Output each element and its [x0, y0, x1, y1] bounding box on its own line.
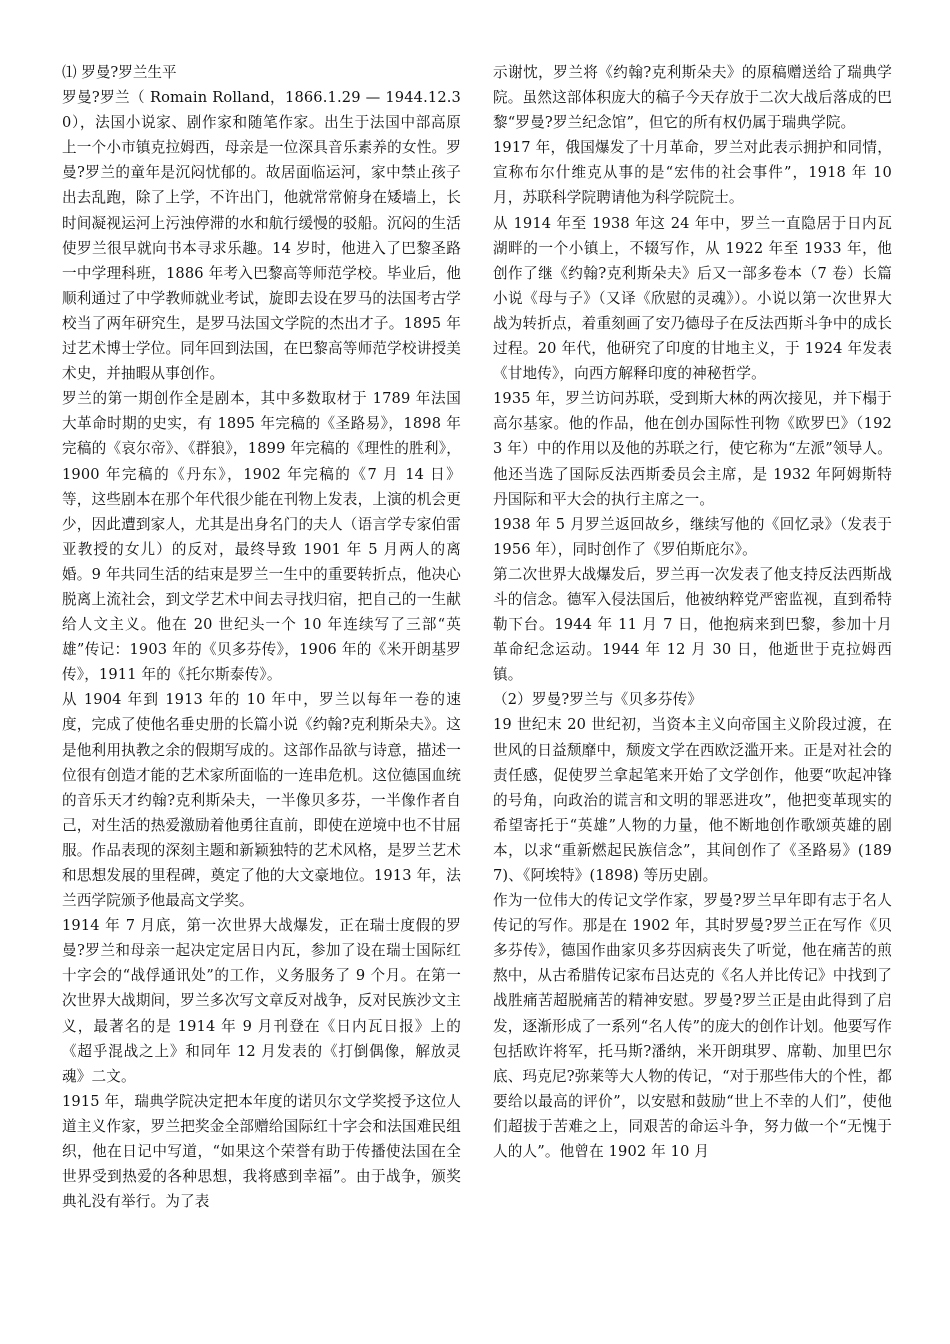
left-column	[62, 60, 461, 1310]
paragraph: 罗曼?罗兰（ Romain Rolland，1866.1.29 — 1944.12.30），法国小说家、剧作家和随笔作家。出生于法国中部高原上一个小市镇克拉姆西，母亲是一位深具音乐素养的女性。罗曼?罗兰的童年是沉闷忧郁的。故居面临运河，家中禁止孩子出去乱跑，除了上学，不许出门，他就常常俯身在矮墙上，长时间凝视运河上污浊停滞的水和航行缓慢的驳船。沉闷的生活使罗兰很早就向书本寻求乐趣。14 岁时，他进入了巴黎圣路一中学理科班，1886 年考入巴黎高等师范学校。毕业后，他顺利通过了中学教师就业考试，旋即去设在罗马的法国考古学校当了两年研究生，是罗马法国文学院的杰出才子。1895 年过艺术博士学位。同年回到法国，在巴黎高等师范学校讲授美术史，并抽暇从事创作。	[62, 89, 461, 383]
paragraph: 罗兰的第一期创作全是剧本，其中多数取材于 1789 年法国大革命时期的史实，有 1895 年完稿的《圣路易》，1898 年完稿的《哀尔帝》、《群狼》，1899 年完稿的《理性的胜利》，1900 年完稿的《丹东》，1902 年完稿的《7 月 14 日》等，这些剧本在那个年代很少能在刊物上发表，上演的机会更少，因此遭到家人，尤其是出身名门的夫人（语言学专家伯雷亚教授的女儿）的反对，最终导致 1901 年 5 月两人的离婚。9 年共同生活的结束是罗兰一生中的重要转折点，他决心脱离上流社会，到文学艺术中间去寻找归宿，把自己的一生献给人文主义。他在 20 世纪头一个 10 年连续写了三部“英雄”传记：1903 年的《贝多芬传》，1906 年的《米开朗基罗传》，1911 年的《托尔斯泰传》。	[62, 390, 461, 684]
paragraph: 示谢忱，罗兰将《约翰?克利斯朵夫》的原稿赠送给了瑞典学院。虽然这部体积庞大的稿子今天存放于二次大战后落成的巴黎“罗曼?罗兰纪念馆”，但它的所有权仍属于瑞典学院。	[493, 64, 892, 132]
paragraph: 19 世纪末 20 世纪初，当资本主义向帝国主义阶段过渡，在世风的日益颓靡中，颓废文学在西欧泛滥开来。正是对社会的责任感，促使罗兰拿起笔来开始了文学创作，他要“吹起冲锋的号角，向政治的谎言和文明的罪恶进攻”，他把变革现实的希望寄托于“英雄”人物的力量，他不断地创作歌颂英雄的剧本，以求“重新燃起民族信念”，其间创作了《圣路易》(1897)、《阿埃特》(1898) 等历史剧。	[493, 716, 892, 884]
section-heading-beethoven: （2）罗曼?罗兰与《贝多芬传》	[493, 691, 703, 709]
paragraph: 作为一位伟大的传记文学作家，罗曼?罗兰早年即有志于名人传记的写作。那是在 1902 年，其时罗曼?罗兰正在写作《贝多芬传》，德国作曲家贝多芬因病丧失了听觉，他在痛苦的煎熬中，从古希腊传记家布吕达克的《名人并比传记》中找到了战胜痛苦超脱痛苦的精神安慰。罗曼?罗兰正是由此得到了启发，逐渐形成了一系列“名人传”的庞大的创作计划。他要写作包括欧许将军，托马斯?潘纳，米开朗琪罗、席勒、加里巴尔底、玛克尼?弥莱等大人物的传记，“对于那些伟大的个性，都要给以最高的评价”，以安慰和鼓励“世上不幸的人们”，使他们超拔于苦难之上，同艰苦的命运斗争，努力做一个“无愧于人的人”。他曾在 1902 年 10 月	[493, 892, 892, 1161]
paragraph: 1935 年，罗兰访问苏联，受到斯大林的两次接见，并下榻于高尔基家。他的作品，他在创办国际性刊物《欧罗巴》（1923 年）中的作用以及他的苏联之行，使它称为“左派”领导人。他还当选了国际反法西斯委员会主席，是 1932 年阿姆斯特丹国际和平大会的执行主席之一。	[493, 390, 892, 508]
paragraph: 1914 年 7 月底，第一次世界大战爆发，正在瑞士度假的罗曼?罗兰和母亲一起决定定居日内瓦，参加了设在瑞士国际红十字会的“战俘通讯处”的工作，义务服务了 9 个月。在第一次世界大战期间，罗兰多次写文章反对战争，反对民族沙文主义，最著名的是 1914 年 9 月刊登在《日内瓦日报》上的《超乎混战之上》和同年 12 月发表的《打倒偶像，解放灵魂》二文。	[62, 917, 461, 1085]
paragraph: 从 1914 年至 1938 年这 24 年中，罗兰一直隐居于日内瓦湖畔的一个小镇上，不辍写作，从 1922 年至 1933 年，他创作了继《约翰?克利斯朵夫》后又一部多卷本（7 卷）长篇小说《母与子》（又译《欣慰的灵魂》）。小说以第一次世界大战为转折点，着重刻画了安乃德母子在反法西斯斗争中的成长过程。20 年代，他研究了印度的甘地主义，于 1924 年发表《甘地传》，向西方解释印度的神秘哲学。	[493, 214, 892, 383]
paragraph: 1938 年 5 月罗兰返回故乡，继续写他的《回忆录》（发表于 1956 年），同时创作了《罗伯斯庇尔》。	[493, 515, 892, 558]
paragraph: 1917 年，俄国爆发了十月革命，罗兰对此表示拥护和同情，宣称布尔什维克从事的是“宏伟的社会事件”，1918 年 10 月，苏联科学院聘请他为科学院院士。	[493, 139, 892, 207]
paragraph: 从 1904 年到 1913 年的 10 年中，罗兰以每年一卷的速度，完成了使他名垂史册的长篇小说《约翰?克利斯朵夫》。这是他利用执教之余的假期写成的。这部作品欲与诗意，描述一位很有创造才能的艺术家所面临的一连串危机。这位德国血统的音乐天才约翰?克利斯朵夫，一半像贝多芬，一半像作者自己，对生活的热爱激励着他勇往直前，即使在逆境中也不甘屈服。作品表现的深刻主题和新颖独特的艺术风格，是罗兰艺术和思想发展的里程碑，奠定了他的大文豪地位。1913 年，法兰西学院颁予他最高文学奖。	[62, 691, 461, 910]
paragraph: 1915 年，瑞典学院决定把本年度的诺贝尔文学奖授予这位人道主义作家，罗兰把奖金全部赠给国际红十字会和法国难民组织，他在日记中写道，“如果这个荣誉有助于传播使法国在全世界受到热爱的各种思想，我将感到幸福”。由于战争，颁奖典礼没有举行。为了表	[62, 1092, 461, 1211]
document-page	[62, 60, 892, 1310]
section-heading-biography: ⑴ 罗曼?罗兰生平	[62, 64, 177, 81]
right-column	[493, 60, 892, 1310]
paragraph: 第二次世界大战爆发后，罗兰再一次发表了他支持反法西斯战斗的信念。德军入侵法国后，他被纳粹党严密监视，直到希特勒下台。1944 年 11 月 7 日，他抱病来到巴黎，参加十月革命纪念运动。1944 年 12 月 30 日，他逝世于克拉姆西镇。	[493, 565, 892, 684]
